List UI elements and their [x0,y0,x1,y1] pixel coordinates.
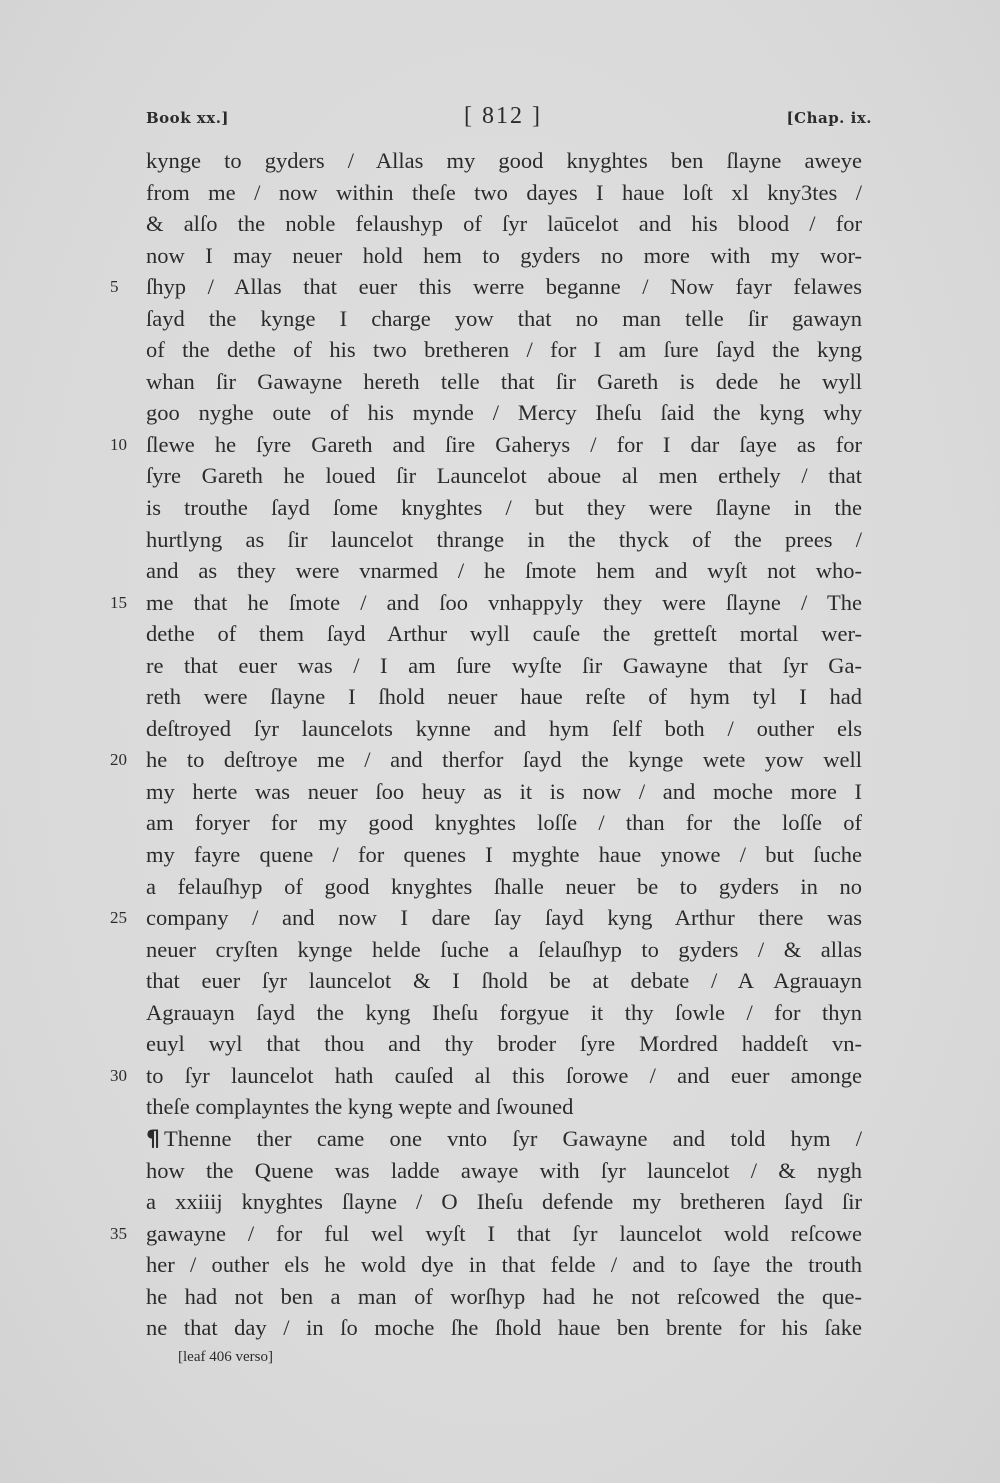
text-line [146,492,862,524]
text-line [146,618,862,650]
line-text: how the Quene was ladde awaye with ſyr launcelot / & nygh [146,1157,862,1183]
line-text: am foryer for my good knyghtes loſſe / than for the loſſe of [146,810,862,836]
line-text: that euer ſyr launcelot & I ſhold be at debate / A Agrauayn [146,968,862,994]
line-text: dethe of them ſayd Arthur wyll cauſe the gretteſt mortal wer- [146,621,862,647]
text-line [146,1091,862,1123]
text-line [110,429,862,461]
line-text: her / outher els he wold dye in that felde / and to ſaye the trouth [146,1252,862,1278]
line-text: my herte was neuer ſoo heuy as it is now / and moche more I [146,778,862,804]
text-line [146,555,862,587]
line-text: company / and now I dare ſay ſayd kyng Arthur there was [146,905,862,931]
line-text: ne that day / in ſo moche ſhe ſhold haue ben brente for his ſake [146,1315,862,1341]
line-text: neuer cryſten kynge helde ſuche a ſelauſhyp to gyders / & allas [146,936,862,962]
text-line [146,177,862,209]
line-text: from me / now within theſe two dayes I haue loſt xl kny3tes / [146,179,862,205]
line-text: whan ſir Gawayne hereth telle that ſir Gareth is dede he wyll [146,368,862,394]
line-text: me that he ſmote / and ſoo vnhappyly they were ſlayne / The [146,589,862,615]
text-line [146,1028,862,1060]
line-number: 25 [110,908,127,928]
line-number: 30 [110,1065,127,1085]
text-line [146,1186,862,1218]
line-number: 35 [110,1223,127,1243]
text-line [146,776,862,808]
body-text [110,145,862,1344]
line-text: hurtlyng as ſir launcelot thrange in the thyck of the prees / [146,526,862,552]
page-number: [ 812 ] [464,103,542,129]
book-label: Book xx.] [146,109,230,127]
text-line [146,807,862,839]
text-line [146,965,862,997]
line-text: to ſyr launcelot hath cauſed al this ſorowe / and euer amonge [146,1062,862,1088]
chapter-label: [Chap. ix. [786,109,872,127]
line-text: kynge to gyders / Allas my good knyghtes ben ſlayne aweye [146,148,862,173]
text-line [110,587,862,619]
text-line [146,397,862,429]
line-text: euyl wyl that thou and thy broder ſyre Mordred haddeſt vn- [146,1031,862,1057]
text-line [146,208,862,240]
line-text: he to deſtroye me / and therfor ſayd the kynge wete yow well [146,747,862,773]
line-text: he had not ben a man of worſhyp had he not reſcowed the que- [146,1283,862,1309]
text-line [146,1312,862,1344]
text-line [146,460,862,492]
text-line [146,303,862,335]
line-text: of the dethe of his two bretheren / for I am ſure ſayd the kyng [146,337,862,363]
text-line [110,902,862,934]
running-header [146,103,872,133]
line-text: my fayre quene / for quenes I myghte haue ynowe / but ſuche [146,842,862,868]
line-text: ſhyp / Allas that euer this werre beganne / Now fayr felawes [146,274,862,300]
line-text: ſayd the kynge I charge yow that no man telle ſir gawayn [146,305,862,331]
line-text: Thenne ther came one vnto ſyr Gawayne and told hym / [164,1125,862,1151]
text-line [146,997,862,1029]
text-line [146,681,862,713]
line-text: goo nyghe oute of his mynde / Mercy Iheſu ſaid the kyng why [146,400,862,426]
text-line [146,1281,862,1313]
text-line [146,650,862,682]
line-text: is trouthe ſayd ſome knyghtes / but they were ſlayne in the [146,495,862,521]
pilcrow-icon: ¶ [146,1126,160,1152]
text-line [146,1123,862,1155]
line-text: ſlewe he ſyre Gareth and ſire Gaherys / for I dar ſaye as for [146,431,862,457]
line-text: a felauſhyp of good knyghtes ſhalle neuer be to gyders in no [146,873,862,899]
line-number: 15 [110,592,127,612]
text-line [146,871,862,903]
text-line [146,145,862,177]
line-text: gawayne / for ful wel wyſt I that ſyr launcelot wold reſcowe [146,1220,862,1246]
line-text: re that euer was / I am ſure wyſte ſir Gawayne that ſyr Ga- [146,652,862,678]
text-line [146,839,862,871]
line-text: theſe complayntes the kyng wepte and ſwouned [146,1094,574,1120]
text-line [146,524,862,556]
text-line [146,366,862,398]
text-line [146,934,862,966]
text-line [146,1249,862,1281]
text-line [110,1060,862,1092]
line-text: & alſo the noble felaushyp of ſyr laūcelot and his blood / for [146,211,862,237]
line-number: 10 [110,434,127,454]
text-line [146,1155,862,1187]
text-line [110,271,862,303]
text-line [146,240,862,272]
leaf-note: [leaf 406 verso] [178,1349,273,1365]
text-line [110,1218,862,1250]
line-number: 20 [110,750,127,770]
line-text: deſtroyed ſyr launcelots kynne and hym ſelf both / outher els [146,715,862,741]
line-text: reth were ſlayne I ſhold neuer haue reſte of hym tyl I had [146,684,862,710]
line-text: now I may neuer hold hem to gyders no more with my wor- [146,242,862,268]
text-line [146,334,862,366]
line-text: ſyre Gareth he loued ſir Launcelot aboue al men erthely / that [146,463,862,489]
line-text: a xxiiij knyghtes ſlayne / O Iheſu defende my bretheren ſayd ſir [146,1189,862,1215]
line-text: and as they were vnarmed / he ſmote hem and wyſt not who- [146,558,862,584]
text-line [110,744,862,776]
text-line [146,713,862,745]
line-number: 5 [110,277,119,297]
line-text: Agrauayn ſayd the kyng Iheſu forgyue it thy ſowle / for thyn [146,999,862,1025]
